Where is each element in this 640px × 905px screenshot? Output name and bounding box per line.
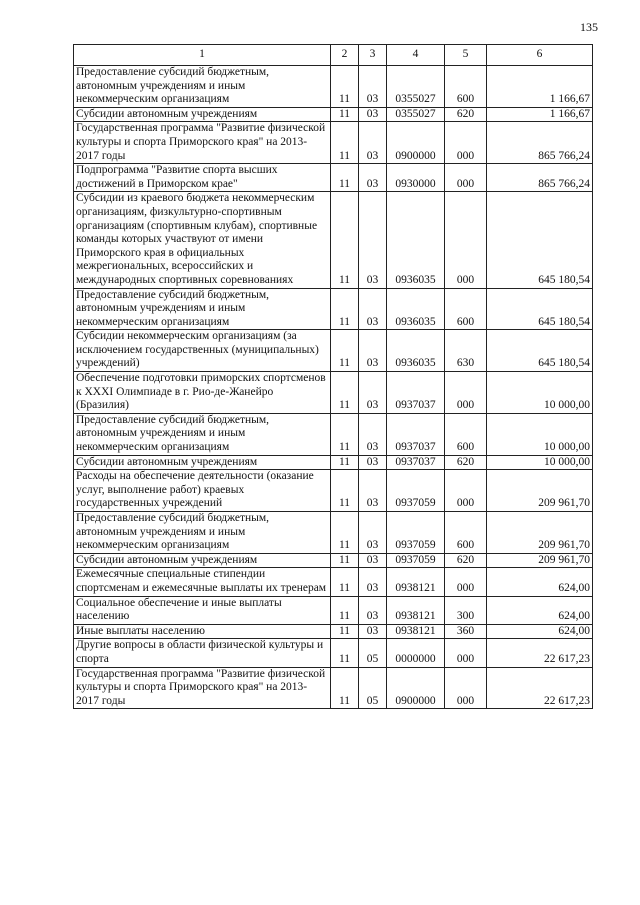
row-expense-type: 600	[445, 512, 487, 554]
row-target-code: 0930000	[387, 164, 445, 192]
row-section: 11	[331, 192, 359, 288]
row-expense-type: 300	[445, 596, 487, 624]
row-expense-type: 000	[445, 667, 487, 709]
row-subsection: 05	[359, 667, 387, 709]
row-amount: 645 180,54	[487, 288, 593, 330]
row-name: Другие вопросы в области физической культуры и спорта	[74, 639, 331, 667]
row-expense-type: 360	[445, 624, 487, 639]
row-amount: 22 617,23	[487, 667, 593, 709]
row-amount: 10 000,00	[487, 372, 593, 414]
row-amount: 624,00	[487, 568, 593, 596]
row-subsection: 03	[359, 66, 387, 108]
table-row	[74, 470, 593, 512]
header-col-6: 6	[487, 45, 593, 66]
row-target-code: 0936035	[387, 192, 445, 288]
row-subsection: 03	[359, 624, 387, 639]
row-section: 11	[331, 624, 359, 639]
row-target-code: 0936035	[387, 330, 445, 372]
row-subsection: 03	[359, 288, 387, 330]
table-row	[74, 372, 593, 414]
table-row	[74, 122, 593, 164]
row-subsection: 03	[359, 553, 387, 568]
row-subsection: 03	[359, 372, 387, 414]
row-section: 11	[331, 596, 359, 624]
row-target-code: 0937059	[387, 512, 445, 554]
table-row	[74, 288, 593, 330]
table-row	[74, 66, 593, 108]
row-section: 11	[331, 639, 359, 667]
table-row	[74, 639, 593, 667]
row-amount: 645 180,54	[487, 192, 593, 288]
row-subsection: 03	[359, 596, 387, 624]
row-expense-type: 600	[445, 413, 487, 455]
row-subsection: 03	[359, 107, 387, 122]
budget-table	[73, 44, 593, 709]
row-name: Государственная программа "Развитие физической культуры и спорта Приморского края" на 2013-2017 годы	[74, 122, 331, 164]
table-row	[74, 107, 593, 122]
row-subsection: 03	[359, 164, 387, 192]
row-target-code: 0000000	[387, 639, 445, 667]
row-subsection: 03	[359, 413, 387, 455]
row-expense-type: 600	[445, 66, 487, 108]
row-name: Предоставление субсидий бюджетным, автономным учреждениям и иным некоммерческим организациям	[74, 288, 331, 330]
row-subsection: 03	[359, 122, 387, 164]
row-amount: 10 000,00	[487, 455, 593, 470]
row-section: 11	[331, 122, 359, 164]
row-expense-type: 000	[445, 568, 487, 596]
row-name: Государственная программа "Развитие физической культуры и спорта Приморского края" на 2013-2017 годы	[74, 667, 331, 709]
row-expense-type: 000	[445, 164, 487, 192]
row-target-code: 0937037	[387, 455, 445, 470]
row-amount: 645 180,54	[487, 330, 593, 372]
table-row	[74, 596, 593, 624]
row-subsection: 03	[359, 330, 387, 372]
row-name: Обеспечение подготовки приморских спортсменов к XXXI Олимпиаде в г. Рио-де-Жанейро (Бразилия)	[74, 372, 331, 414]
header-col-4: 4	[387, 45, 445, 66]
row-name: Социальное обеспечение и иные выплаты населению	[74, 596, 331, 624]
row-name: Иные выплаты населению	[74, 624, 331, 639]
table-row	[74, 413, 593, 455]
row-subsection: 03	[359, 568, 387, 596]
row-subsection: 05	[359, 639, 387, 667]
row-section: 11	[331, 372, 359, 414]
row-amount: 209 961,70	[487, 512, 593, 554]
page-number: 135	[580, 20, 598, 34]
row-name: Субсидии автономным учреждениям	[74, 107, 331, 122]
row-name: Расходы на обеспечение деятельности (оказание услуг, выполнение работ) краевых государственных учреждений	[74, 470, 331, 512]
row-target-code: 0937059	[387, 553, 445, 568]
row-name: Субсидии некоммерческим организациям (за исключением государственных (муниципальных) учреждений)	[74, 330, 331, 372]
row-target-code: 0937059	[387, 470, 445, 512]
row-section: 11	[331, 107, 359, 122]
row-amount: 865 766,24	[487, 122, 593, 164]
row-section: 11	[331, 66, 359, 108]
row-section: 11	[331, 470, 359, 512]
row-section: 11	[331, 667, 359, 709]
row-amount: 1 166,67	[487, 107, 593, 122]
table-row	[74, 330, 593, 372]
row-section: 11	[331, 164, 359, 192]
row-section: 11	[331, 512, 359, 554]
row-section: 11	[331, 455, 359, 470]
row-target-code: 0938121	[387, 624, 445, 639]
header-col-1: 1	[74, 45, 331, 66]
table-row	[74, 512, 593, 554]
row-name: Ежемесячные специальные стипендии спортсменам и ежемесячные выплаты их тренерам	[74, 568, 331, 596]
row-target-code: 0355027	[387, 66, 445, 108]
header-col-2: 2	[331, 45, 359, 66]
row-section: 11	[331, 413, 359, 455]
row-expense-type: 620	[445, 107, 487, 122]
row-expense-type: 000	[445, 372, 487, 414]
row-amount: 624,00	[487, 596, 593, 624]
row-expense-type: 620	[445, 553, 487, 568]
row-amount: 209 961,70	[487, 553, 593, 568]
row-name: Субсидии из краевого бюджета некоммерческим организациям, физкультурно-спортивным организациям (спортивным клубам), спортивные команды которых участвуют от имени Приморского края в официальных межрегиональных, всероссийских и международных спортивных соревнованиях	[74, 192, 331, 288]
row-amount: 865 766,24	[487, 164, 593, 192]
row-subsection: 03	[359, 455, 387, 470]
row-name: Предоставление субсидий бюджетным, автономным учреждениям и иным некоммерческим организациям	[74, 512, 331, 554]
row-amount: 624,00	[487, 624, 593, 639]
row-target-code: 0900000	[387, 122, 445, 164]
row-name: Субсидии автономным учреждениям	[74, 553, 331, 568]
row-target-code: 0938121	[387, 596, 445, 624]
row-name: Предоставление субсидий бюджетным, автономным учреждениям и иным некоммерческим организациям	[74, 66, 331, 108]
row-expense-type: 000	[445, 639, 487, 667]
table-row	[74, 192, 593, 288]
row-target-code: 0938121	[387, 568, 445, 596]
row-name: Субсидии автономным учреждениям	[74, 455, 331, 470]
row-expense-type: 630	[445, 330, 487, 372]
row-expense-type: 620	[445, 455, 487, 470]
header-row	[74, 45, 593, 66]
table-row	[74, 568, 593, 596]
row-target-code: 0937037	[387, 413, 445, 455]
row-section: 11	[331, 288, 359, 330]
row-amount: 209 961,70	[487, 470, 593, 512]
row-amount: 22 617,23	[487, 639, 593, 667]
table-row	[74, 667, 593, 709]
row-target-code: 0936035	[387, 288, 445, 330]
row-target-code: 0937037	[387, 372, 445, 414]
row-target-code: 0900000	[387, 667, 445, 709]
row-amount: 10 000,00	[487, 413, 593, 455]
row-amount: 1 166,67	[487, 66, 593, 108]
row-section: 11	[331, 553, 359, 568]
row-section: 11	[331, 330, 359, 372]
row-subsection: 03	[359, 512, 387, 554]
table-row	[74, 164, 593, 192]
table-row	[74, 553, 593, 568]
row-expense-type: 000	[445, 122, 487, 164]
table-row	[74, 624, 593, 639]
row-name: Подпрограмма "Развитие спорта высших достижений в Приморском крае"	[74, 164, 331, 192]
table-row	[74, 455, 593, 470]
header-col-3: 3	[359, 45, 387, 66]
row-expense-type: 000	[445, 192, 487, 288]
row-subsection: 03	[359, 470, 387, 512]
header-col-5: 5	[445, 45, 487, 66]
row-expense-type: 600	[445, 288, 487, 330]
row-expense-type: 000	[445, 470, 487, 512]
row-target-code: 0355027	[387, 107, 445, 122]
row-name: Предоставление субсидий бюджетным, автономным учреждениям и иным некоммерческим организациям	[74, 413, 331, 455]
row-section: 11	[331, 568, 359, 596]
row-subsection: 03	[359, 192, 387, 288]
